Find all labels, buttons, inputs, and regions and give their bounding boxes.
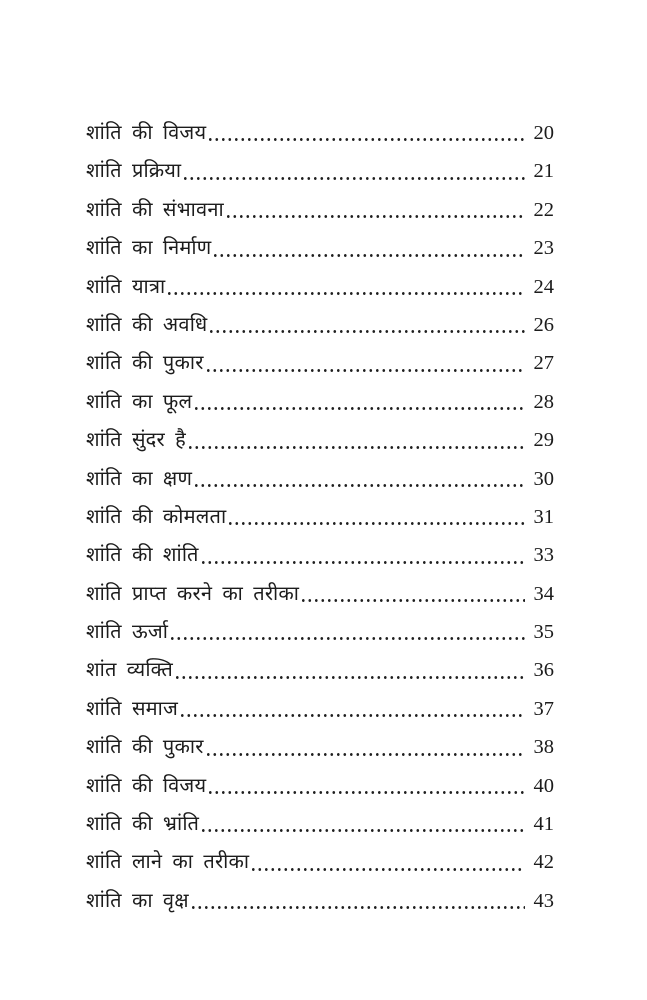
toc-entry-title: शांति यात्रा	[86, 275, 166, 298]
toc-entry-title: शांति लाने का तरीका	[86, 851, 250, 874]
toc-entry[interactable]	[86, 306, 554, 344]
toc-entry-title: शांति की पुकार	[86, 352, 204, 375]
toc-entry-page-number: 43	[533, 889, 554, 912]
toc-entry[interactable]	[86, 767, 554, 805]
toc-entry[interactable]	[86, 843, 554, 881]
dotted-leader	[214, 254, 525, 257]
toc-entry-page-number: 42	[533, 851, 554, 874]
dotted-leader	[181, 714, 525, 717]
toc-entry[interactable]	[86, 344, 554, 382]
toc-entry[interactable]	[86, 805, 554, 843]
toc-entry-page-number: 33	[533, 544, 554, 567]
toc-entry-title: शांति की विजय	[86, 122, 207, 144]
dotted-leader	[207, 753, 525, 756]
toc-entry-page-number: 37	[533, 697, 554, 720]
toc-entry-page-number: 38	[533, 736, 554, 759]
toc-entry-page-number: 26	[533, 313, 554, 336]
toc-entry[interactable]	[86, 613, 554, 651]
toc-entry-title: शांति का क्षण	[86, 467, 193, 490]
toc-entry-title: शांत व्यक्ति	[86, 659, 173, 682]
dotted-leader	[184, 177, 525, 180]
toc-entry-title: शांति प्राप्त करने का तरीका	[86, 582, 300, 605]
toc-entry-title: शांति समाज	[86, 697, 179, 720]
toc-entry[interactable]	[86, 152, 554, 190]
dotted-leader	[171, 637, 525, 640]
toc-entry[interactable]	[86, 536, 554, 574]
dotted-leader	[202, 829, 525, 832]
toc-entry[interactable]	[86, 498, 554, 536]
dotted-leader	[189, 446, 525, 449]
toc-entry-title: शांति की संभावना	[86, 198, 224, 221]
toc-entry[interactable]	[86, 229, 554, 267]
toc-entry-page-number: 28	[533, 390, 554, 413]
toc-entry-page-number: 40	[533, 774, 554, 797]
dotted-leader	[229, 522, 525, 525]
toc-entry-title: शांति ऊर्जा	[86, 621, 169, 644]
toc-entry-title: शांति की शांति	[86, 544, 199, 567]
dotted-leader	[168, 292, 525, 295]
toc-entry[interactable]	[86, 383, 554, 421]
dotted-leader	[202, 561, 525, 564]
dotted-leader	[176, 676, 525, 679]
toc-entry[interactable]	[86, 728, 554, 766]
dotted-leader	[209, 138, 525, 141]
dotted-leader	[195, 407, 525, 410]
dotted-leader	[192, 906, 525, 909]
dotted-leader	[207, 369, 525, 372]
toc-entry[interactable]	[86, 191, 554, 229]
toc-entry[interactable]	[86, 690, 554, 728]
toc-entry[interactable]	[86, 421, 554, 459]
toc-entry-page-number: 36	[533, 659, 554, 682]
toc-entry-page-number: 29	[533, 429, 554, 452]
toc-entry[interactable]	[86, 460, 554, 498]
toc-entry-title: शांति का फूल	[86, 390, 193, 413]
toc-entry-title: शांति की पुकार	[86, 736, 204, 759]
toc-entry-page-number: 34	[533, 582, 554, 605]
dotted-leader	[252, 868, 525, 871]
toc-entry-title: शांति प्रक्रिया	[86, 160, 182, 183]
toc-entry-title: शांति का निर्माण	[86, 237, 212, 260]
toc-entry[interactable]	[86, 882, 554, 920]
toc-list	[86, 114, 554, 920]
toc-entry[interactable]	[86, 651, 554, 689]
toc-entry-title: शांति सुंदर है	[86, 429, 186, 452]
toc-entry-title: शांति की अवधि	[86, 313, 208, 336]
toc-entry-title: शांति की कोमलता	[86, 505, 227, 528]
toc-entry-page-number: 24	[533, 275, 554, 298]
toc-entry-page-number: 23	[533, 237, 554, 260]
toc-entry-title: शांति की भ्रांति	[86, 813, 200, 836]
toc-entry[interactable]	[86, 575, 554, 613]
dotted-leader	[302, 599, 525, 602]
toc-entry-page-number: 22	[533, 198, 554, 221]
toc-entry-page-number: 31	[533, 505, 554, 528]
toc-entry-title: शांति की विजय	[86, 774, 207, 797]
toc-entry-page-number: 27	[533, 352, 554, 375]
dotted-leader	[227, 215, 525, 218]
toc-entry-page-number: 21	[533, 160, 554, 183]
toc-entry[interactable]	[86, 114, 554, 152]
toc-entry-page-number: 41	[533, 813, 554, 836]
toc-entry[interactable]	[86, 268, 554, 306]
dotted-leader	[209, 791, 525, 794]
toc-entry-page-number: 20	[533, 122, 554, 144]
dotted-leader	[210, 330, 525, 333]
toc-entry-title: शांति का वृक्ष	[86, 889, 189, 912]
dotted-leader	[195, 484, 525, 487]
toc-entry-page-number: 35	[533, 621, 554, 644]
toc-entry-page-number: 30	[533, 467, 554, 490]
